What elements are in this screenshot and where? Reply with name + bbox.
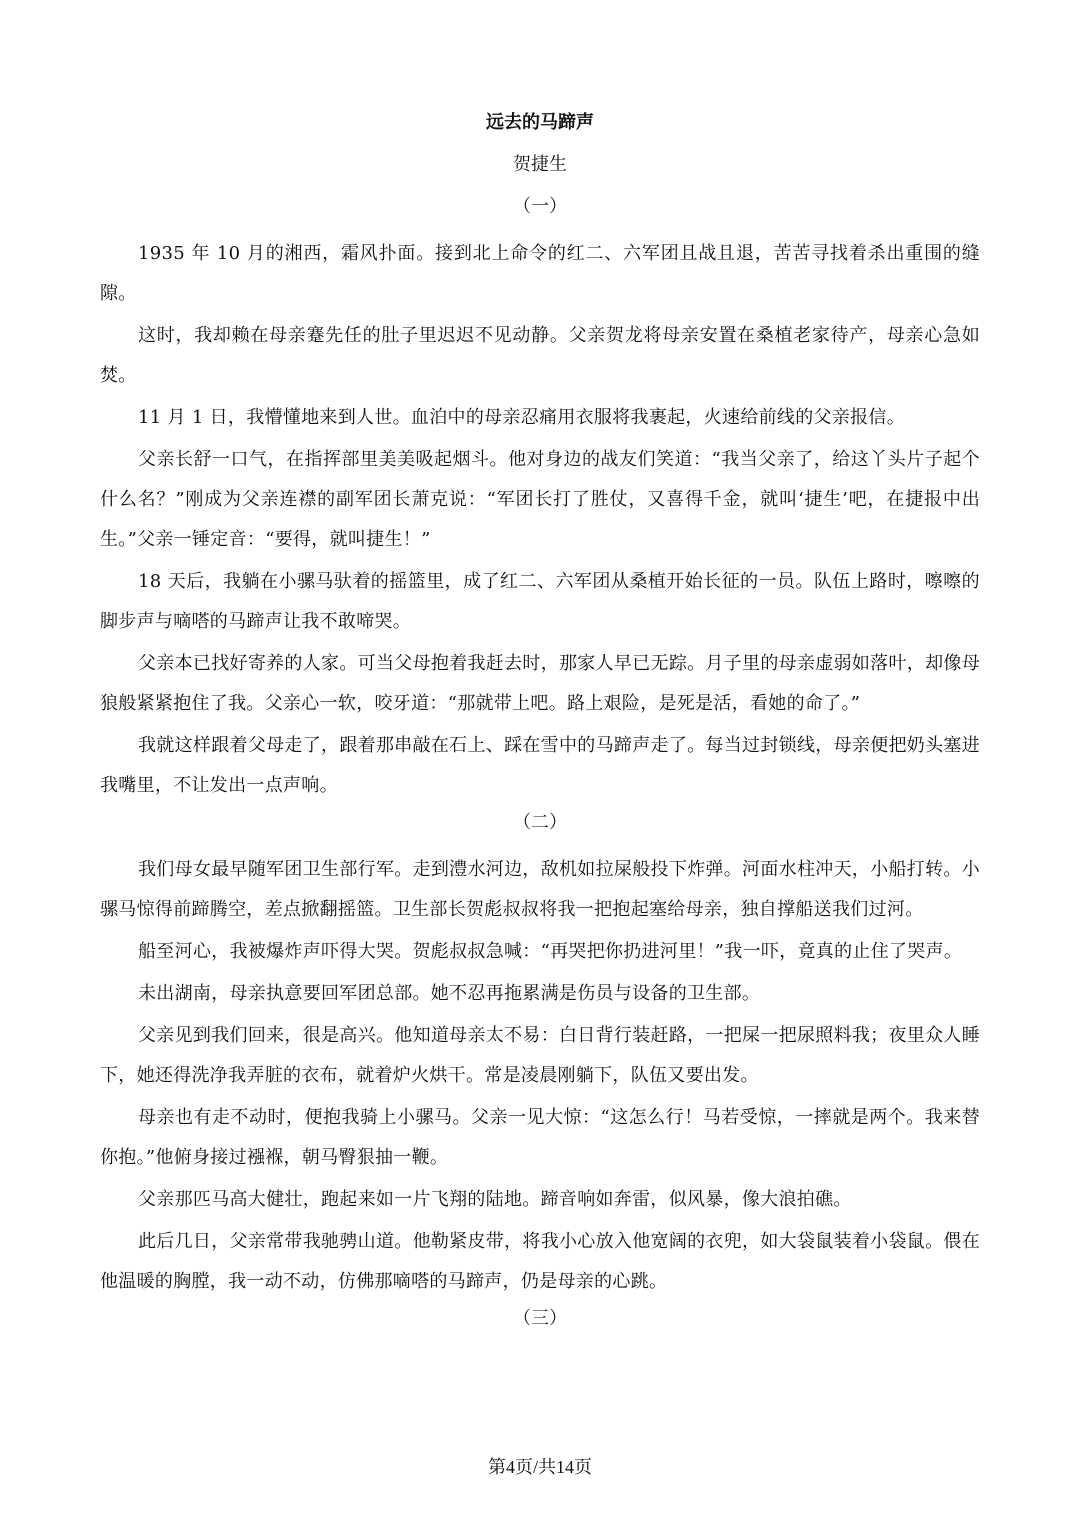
article-title: 远去的马蹄声 xyxy=(486,112,594,133)
paragraph: 未出湖南，母亲执意要回军团总部。她不忍再拖累满是伤员与设备的卫生部。 xyxy=(138,983,761,1004)
paragraph: 这时，我却赖在母亲蹇先任的肚子里迟迟不见动静。父亲贺龙将母亲安置在桑植老家待产，母亲心急如焚。 xyxy=(100,325,980,386)
paragraph: 船至河心，我被爆炸声吓得大哭。贺彪叔叔急喊：“再哭把你扔进河里！”我一吓，竟真的止住了哭声。 xyxy=(138,941,963,962)
paragraph: 1935 年 10 月的湘西，霜风扑面。接到北上命令的红二、六军团且战且退，苦苦寻找着杀出重围的缝隙。 xyxy=(100,243,980,304)
paragraph: 父亲本已找好寄养的人家。可当父母抱着我赶去时，那家人早已无踪。月子里的母亲虚弱如落叶，却像母狼般紧紧抱住了我。父亲心一软，咬牙道：“那就带上吧。路上艰险，是死是活，看她的命了。” xyxy=(100,653,980,714)
paragraph: 18 天后，我躺在小骡马驮着的摇篮里，成了红二、六军团从桑植开始长征的一员。队伍上路时，嚓嚓的脚步声与嘀嗒的马蹄声让我不敢啼哭。 xyxy=(100,571,980,632)
paragraph: 父亲那匹马高大健壮，跑起来如一片飞翔的陆地。蹄音响如奔雷，似风暴，像大浪拍礁。 xyxy=(138,1189,852,1210)
section-heading-3: （三） xyxy=(513,1308,567,1329)
section-heading-1: （一） xyxy=(513,196,567,217)
document-page xyxy=(100,108,980,1346)
paragraph: 母亲也有走不动时，便抱我骑上小骡马。父亲一见大惊：“这怎么行！马若受惊，一摔就是两个。我来替你抱。”他俯身接过襁褓，朝马臀狠抽一鞭。 xyxy=(100,1107,980,1168)
paragraph: 此后几日，父亲常带我驰骋山道。他勒紧皮带，将我小心放入他宽阔的衣兜，如大袋鼠装着小袋鼠。偎在他温暖的胸膛，我一动不动，仿佛那嘀嗒的马蹄声，仍是母亲的心跳。 xyxy=(100,1231,980,1292)
paragraph: 我就这样跟着父母走了，跟着那串敲在石上、踩在雪中的马蹄声走了。每当过封锁线，母亲便把奶头塞进我嘴里，不让发出一点声响。 xyxy=(100,735,980,796)
page-number: 第4页/共14页 xyxy=(487,1457,592,1477)
section-heading-2: （二） xyxy=(513,812,567,833)
paragraph: 我们母女最早随军团卫生部行军。走到澧水河边，敌机如拉屎般投下炸弹。河面水柱冲天，小船打转。小骡马惊得前蹄腾空，差点掀翻摇篮。卫生部长贺彪叔叔将我一把抱起塞给母亲，独自撑船送我们过河。 xyxy=(100,859,980,920)
paragraph: 父亲见到我们回来，很是高兴。他知道母亲太不易：白日背行装赶路，一把屎一把尿照料我；夜里众人睡下，她还得洗净我弄脏的衣布，就着炉火烘干。常是凌晨刚躺下，队伍又要出发。 xyxy=(100,1025,980,1086)
article-author: 贺捷生 xyxy=(513,154,567,175)
paragraph: 父亲长舒一口气，在指挥部里美美吸起烟斗。他对身边的战友们笑道：“我当父亲了，给这丫头片子起个什么名？”刚成为父亲连襟的副军团长萧克说：“军团长打了胜仗，又喜得千金，就叫‘捷生’吧，在捷报中出生。”父亲一锤定音：“要得，就叫捷生！” xyxy=(100,449,980,550)
paragraph: 11 月 1 日，我懵懂地来到人世。血泊中的母亲忍痛用衣服将我裹起，火速给前线的父亲报信。 xyxy=(138,407,906,428)
